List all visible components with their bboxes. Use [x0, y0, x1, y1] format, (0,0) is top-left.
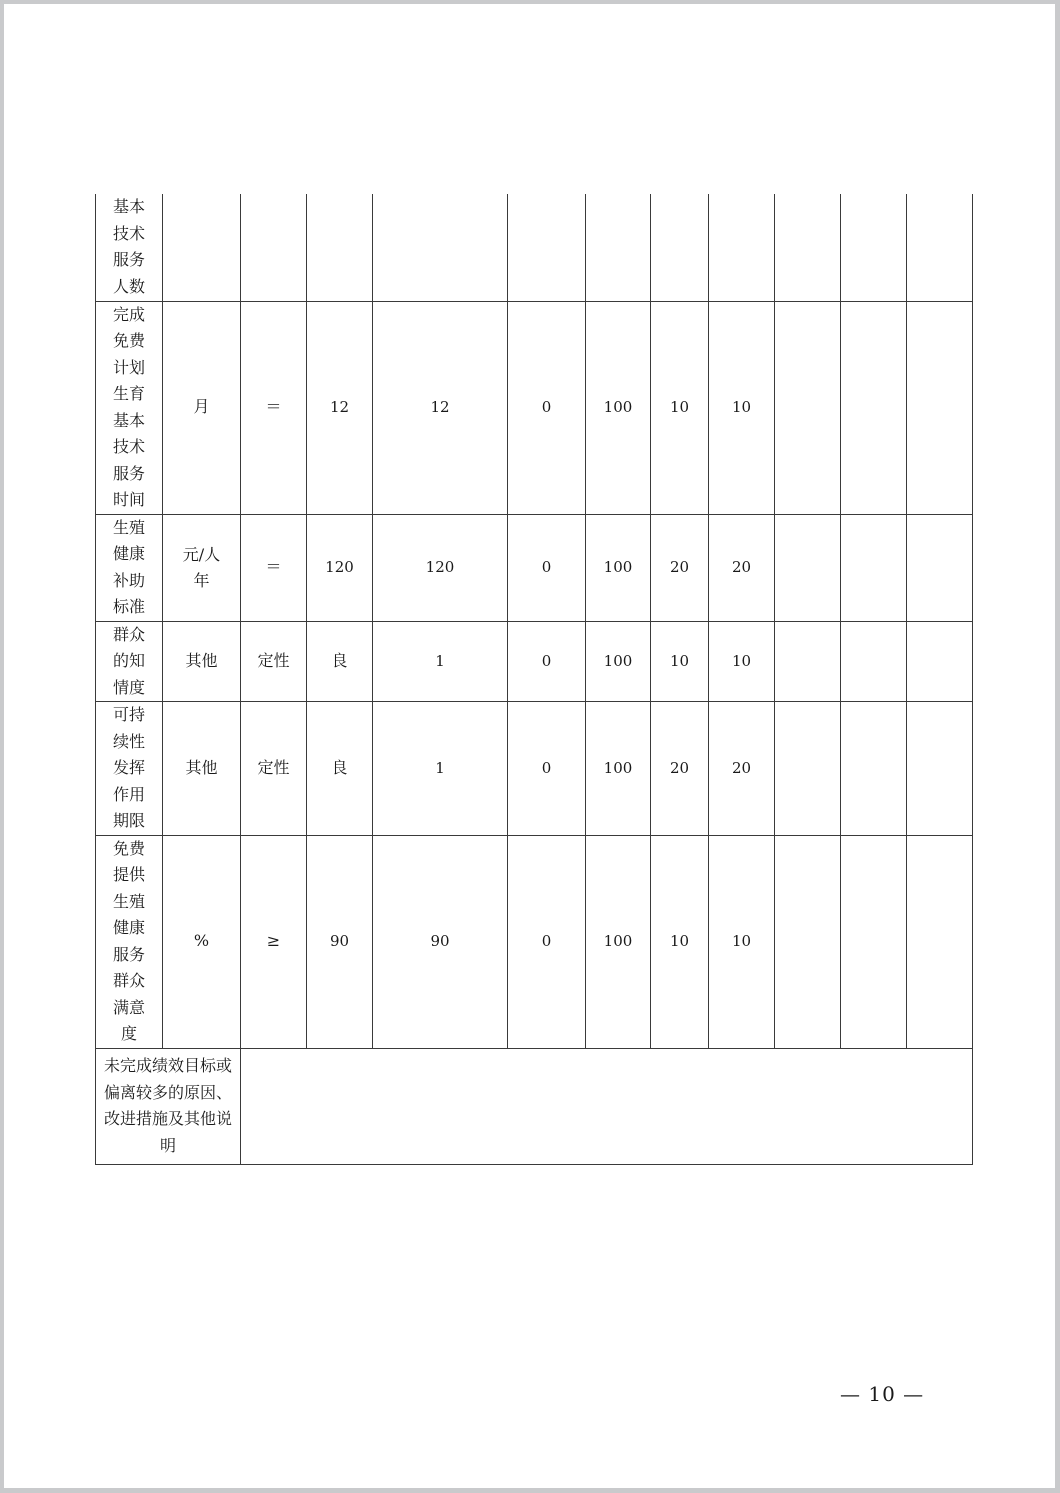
table-row [96, 194, 973, 301]
empty-cell [841, 514, 907, 621]
table-row [96, 702, 973, 836]
annual-target-cell: 良 [307, 621, 373, 702]
completion-rate-cell: 100 [586, 514, 651, 621]
empty-cell [907, 301, 973, 514]
document-page [4, 4, 1055, 1488]
indicator-name: 可持续性发挥作用期限 [96, 702, 163, 836]
actual-value-cell: 120 [373, 514, 508, 621]
deviation-cell: 0 [508, 514, 586, 621]
annual-target-cell [307, 194, 373, 301]
empty-cell [841, 835, 907, 1048]
unit-cell: 其他 [163, 621, 241, 702]
actual-value-cell [373, 194, 508, 301]
weight-cell: 20 [651, 514, 709, 621]
empty-cell [775, 835, 841, 1048]
table-row [96, 514, 973, 621]
weight-cell: 10 [651, 835, 709, 1048]
indicator-name: 群众的知情度 [96, 621, 163, 702]
unit-cell: 月 [163, 301, 241, 514]
score-cell: 10 [709, 835, 775, 1048]
operator-cell: ≥ [241, 835, 307, 1048]
operator-cell: 定性 [241, 621, 307, 702]
weight-cell: 10 [651, 301, 709, 514]
unit-cell: 元/人年 [163, 514, 241, 621]
empty-cell [841, 194, 907, 301]
table-row [96, 301, 973, 514]
deviation-cell: 0 [508, 835, 586, 1048]
score-cell: 20 [709, 514, 775, 621]
actual-value-cell: 1 [373, 621, 508, 702]
empty-cell [775, 621, 841, 702]
indicator-name: 基本技术服务人数 [96, 194, 163, 301]
annual-target-cell: 90 [307, 835, 373, 1048]
operator-cell: ＝ [241, 514, 307, 621]
empty-cell [907, 835, 973, 1048]
empty-cell [841, 301, 907, 514]
deviation-cell: 0 [508, 621, 586, 702]
actual-value-cell: 90 [373, 835, 508, 1048]
score-cell: 10 [709, 621, 775, 702]
table-row [96, 835, 973, 1048]
empty-cell [907, 621, 973, 702]
empty-cell [841, 621, 907, 702]
notes-content [241, 1048, 973, 1164]
indicator-name: 完成免费计划生育基本技术服务时间 [96, 301, 163, 514]
empty-cell [775, 702, 841, 836]
deviation-cell: 0 [508, 301, 586, 514]
operator-cell: ＝ [241, 301, 307, 514]
deviation-cell [508, 194, 586, 301]
unit-cell [163, 194, 241, 301]
annual-target-cell: 120 [307, 514, 373, 621]
actual-value-cell: 1 [373, 702, 508, 836]
indicator-name: 免费提供生殖健康服务群众满意度 [96, 835, 163, 1048]
performance-table [95, 194, 973, 1165]
score-cell [709, 194, 775, 301]
completion-rate-cell: 100 [586, 702, 651, 836]
empty-cell [775, 301, 841, 514]
table-row [96, 1048, 973, 1164]
notes-label: 未完成绩效目标或偏离较多的原因、改进措施及其他说明 [96, 1048, 241, 1164]
page-number: — 10 — [840, 1382, 925, 1406]
score-cell: 10 [709, 301, 775, 514]
annual-target-cell: 良 [307, 702, 373, 836]
empty-cell [907, 702, 973, 836]
completion-rate-cell [586, 194, 651, 301]
empty-cell [841, 702, 907, 836]
empty-cell [907, 194, 973, 301]
completion-rate-cell: 100 [586, 835, 651, 1048]
completion-rate-cell: 100 [586, 621, 651, 702]
empty-cell [775, 194, 841, 301]
table-row [96, 621, 973, 702]
unit-cell: % [163, 835, 241, 1048]
completion-rate-cell: 100 [586, 301, 651, 514]
deviation-cell: 0 [508, 702, 586, 836]
score-cell: 20 [709, 702, 775, 836]
operator-cell [241, 194, 307, 301]
indicator-name: 生殖健康补助标准 [96, 514, 163, 621]
weight-cell: 20 [651, 702, 709, 836]
operator-cell: 定性 [241, 702, 307, 836]
unit-cell: 其他 [163, 702, 241, 836]
empty-cell [907, 514, 973, 621]
actual-value-cell: 12 [373, 301, 508, 514]
annual-target-cell: 12 [307, 301, 373, 514]
empty-cell [775, 514, 841, 621]
weight-cell [651, 194, 709, 301]
weight-cell: 10 [651, 621, 709, 702]
